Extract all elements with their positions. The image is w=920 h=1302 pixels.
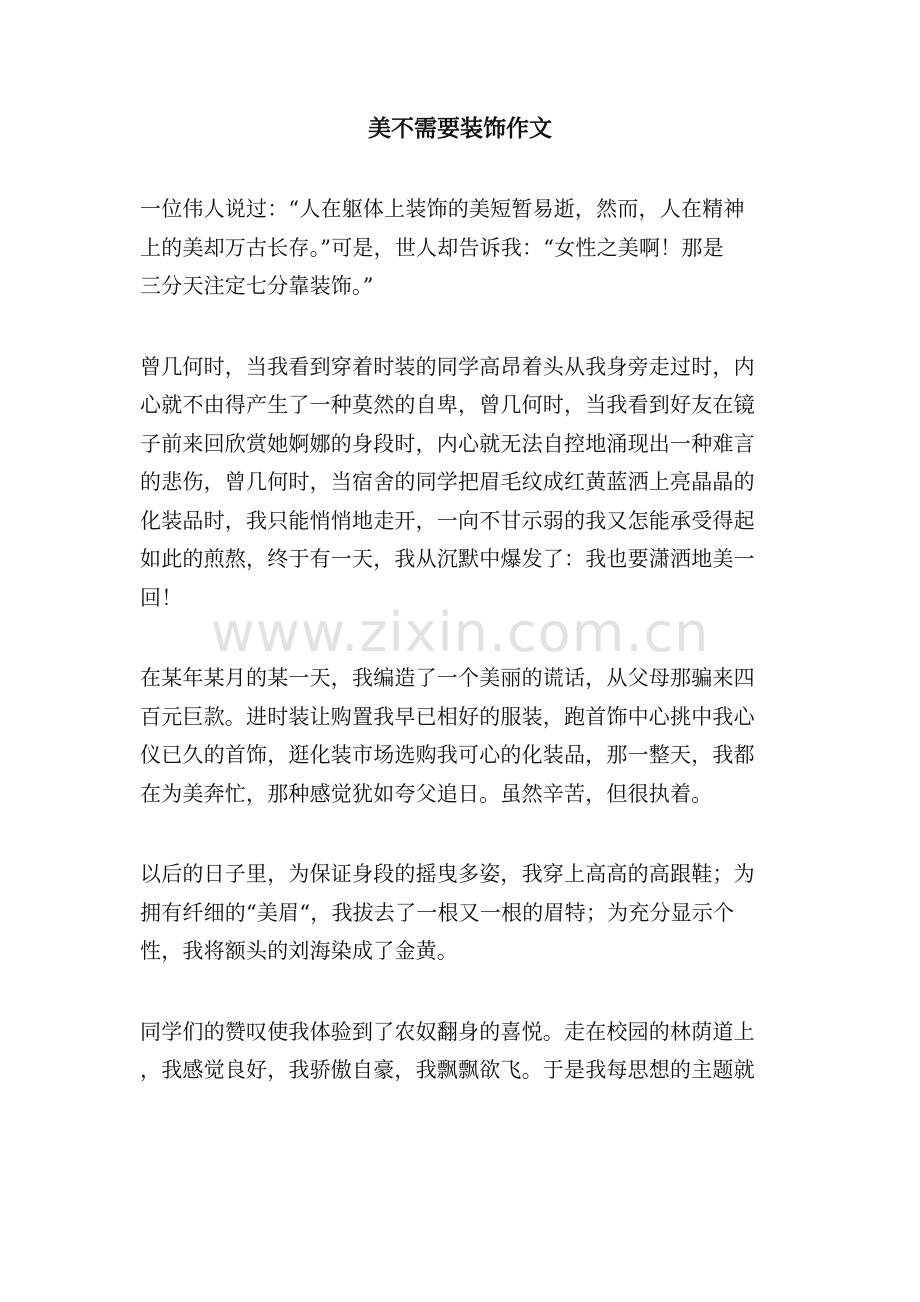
paragraph-line: 拥有纤细的“美眉“，我拔去了一根又一根的眉特；为充分显示个	[140, 900, 735, 925]
paragraph-line: ，我感觉良好，我骄傲自豪，我飘飘欲飞。于是我每思想的主题就	[140, 1058, 755, 1082]
paragraph	[140, 348, 772, 618]
paragraph-line: 上的美却万古长存。”可是，世人却告诉我：“女性之美啊！那是	[140, 235, 724, 260]
paragraph-line: 化装品时，我只能悄悄地走开，一向不甘示弱的我又怎能承受得起	[140, 508, 755, 533]
paragraph	[140, 659, 772, 813]
paragraph-line: 一位伟人说过：“人在躯体上装饰的美短暂易逝，然而，人在精神	[140, 197, 745, 221]
paragraph-line: 以后的日子里，为保证身段的摇曳多姿，我穿上高高的高跟鞋；为	[140, 862, 755, 886]
paragraph	[140, 1013, 772, 1090]
paragraph-line: 在为美奔忙，那种感觉犹如夸父追日。虽然辛苦，但很执着。	[140, 781, 713, 806]
page-title: 美不需要装饰作文	[368, 115, 552, 142]
paragraph	[140, 855, 772, 971]
paragraph	[140, 190, 772, 306]
paragraph-line: 心就不由得产生了一种莫然的自卑，曾几何时，当我看到好友在镜	[140, 393, 755, 417]
watermark: www.zixin.com.cn	[210, 601, 710, 664]
paragraph-line: 性，我将额头的刘海染成了金黄。	[140, 939, 458, 963]
article-body	[140, 190, 772, 1132]
paragraph-line: 曾几何时，当我看到穿着时装的同学高昂着头从我身旁走过时，内	[140, 354, 755, 379]
paragraph-line: 百元巨款。进时装让购置我早已相好的服装，跑首饰中心挑中我心	[140, 704, 755, 729]
paragraph-line: 如此的煎熬，终于有一天，我从沉默中爆发了：我也要潇洒地美一	[140, 547, 755, 571]
paragraph-line: 的悲伤，曾几何时，当宿舍的同学把眉毛纹成红黄蓝洒上亮晶晶的	[140, 470, 755, 494]
paragraph-line: 同学们的赞叹使我体验到了农奴翻身的喜悦。走在校园的林荫道上	[140, 1019, 755, 1044]
paragraph-line: 三分天注定七分靠装饰。”	[140, 274, 374, 298]
paragraph-line: 仪已久的首饰，逛化装市场选购我可心的化装品，那一整天，我都	[140, 743, 755, 767]
paragraph-line: 子前来回欣赏她婀娜的身段时，内心就无法自控地涌现出一种难言	[140, 431, 755, 456]
paragraph-line: 回！	[140, 585, 183, 610]
paragraph-line: 在某年某月的某一天，我编造了一个美丽的谎话，从父母那骗来四	[140, 666, 755, 690]
